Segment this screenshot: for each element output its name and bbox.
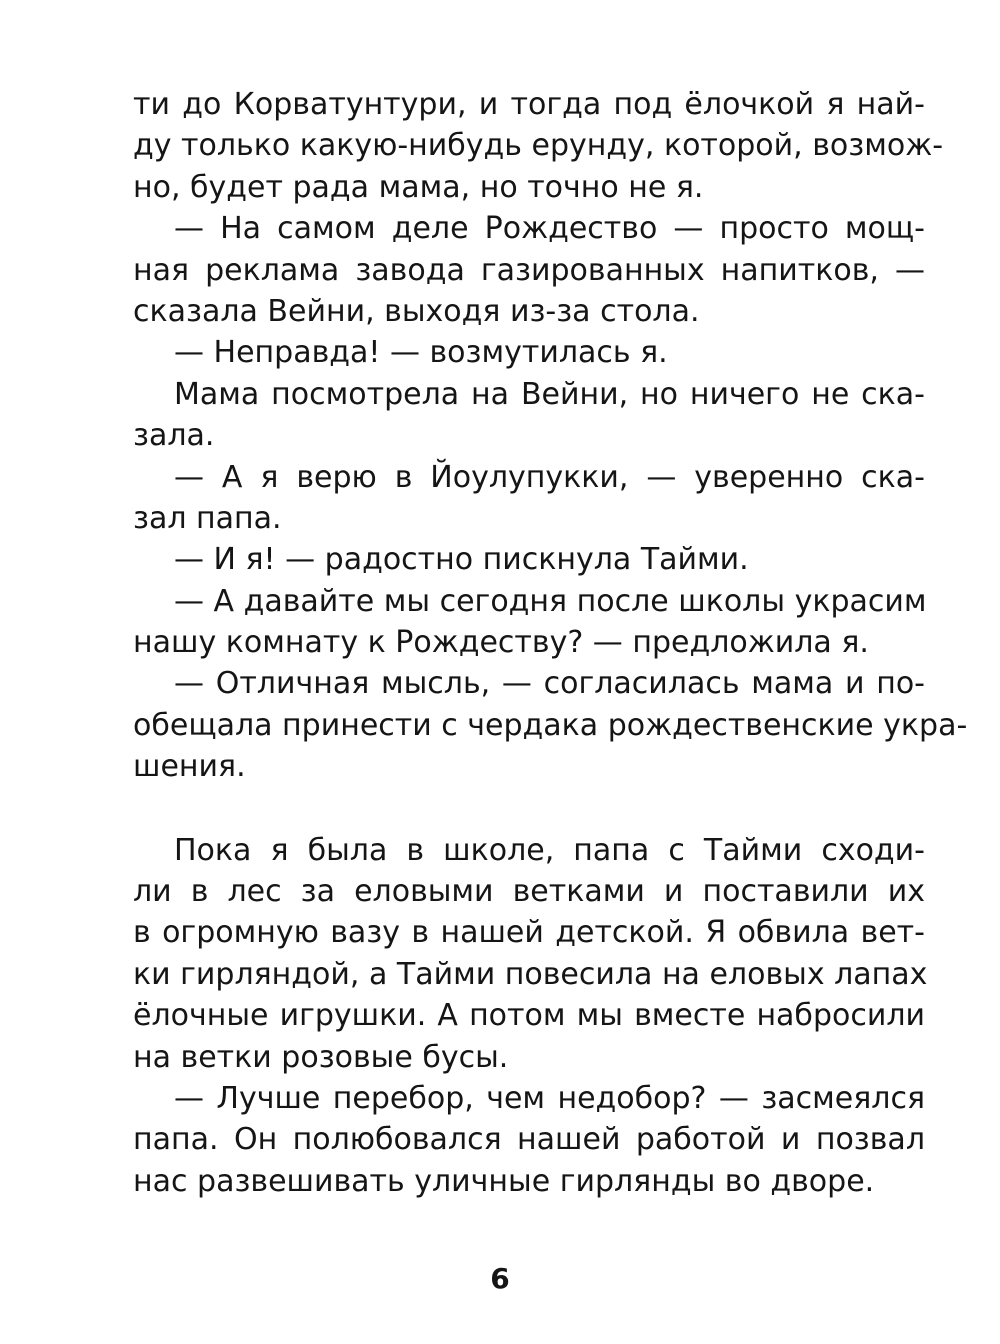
text-line: но, будет рада мама, но точно не я. [133,169,704,205]
page-number: 6 [490,1262,510,1295]
body-text [133,84,968,1202]
text-line: ки гирляндой, а Тайми повесила на еловых лапах [133,956,928,992]
text-line: — Неправда! — возмутилась я. [174,335,668,371]
text-line: ли в лес за еловыми ветками и поставили их [133,874,925,910]
text-line: ная реклама завода газированных напитков, — [133,252,925,288]
text-line: — А давайте мы сегодня после школы украсим [174,583,927,619]
text-line: папа. Он полюбовался нашей работой и позвал [133,1122,925,1158]
text-line: — Лучше перебор, чем недобор? — засмеялся [174,1080,925,1116]
text-line: Мама посмотрела на Вейни, но ничего не ска- [174,376,925,412]
text-line: обещала принести с чердака рождественские укра- [133,707,968,743]
text-line: зал папа. [133,500,282,536]
text-line: Пока я была в школе, папа с Тайми сходи- [174,832,925,868]
text-line: ти до Корватунтури, и тогда под ёлочкой я най- [133,87,925,122]
text-line: ёлочные игрушки. А потом мы вместе набросили [133,998,925,1034]
text-line: нашу комнату к Рождеству? — предложила я. [133,625,869,661]
text-line: шения. [133,749,246,785]
text-line: сказала Вейни, выходя из-за стола. [133,293,700,329]
section-break [133,788,925,830]
text-line: — Отличная мысль, — согласилась мама и по- [174,666,925,702]
text-line: — На самом деле Рождество — просто мощ- [174,211,925,247]
text-line: зала. [133,418,215,454]
text-line: ду только какую-нибудь ерунду, которой, возмож- [133,128,944,164]
text-line: нас развешивать уличные гирлянды во дворе. [133,1163,875,1199]
text-line: — А я верю в Йоулупукки, — уверенно ска- [174,459,925,495]
text-line: на ветки розовые бусы. [133,1039,509,1075]
text-line: — И я! — радостно пискнула Тайми. [174,542,749,578]
text-line: в огромную вазу в нашей детской. Я обвила вет- [133,915,925,951]
